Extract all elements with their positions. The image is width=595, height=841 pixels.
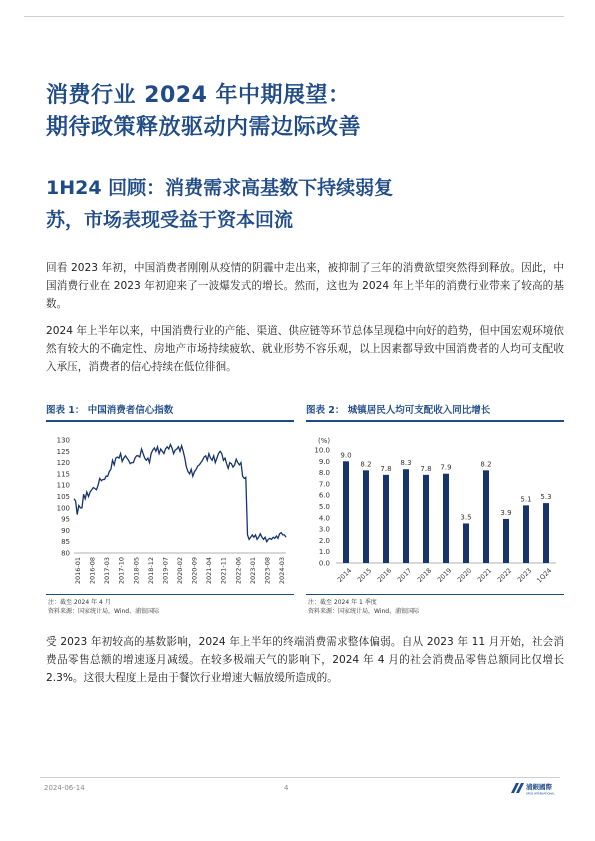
logo-text: 浦銀國際 — [526, 783, 552, 791]
page-number: 4 — [284, 784, 289, 792]
bar — [483, 470, 489, 563]
spdb-logo — [510, 780, 564, 796]
x-tick-label: 2022 — [495, 566, 514, 584]
x-tick-label: 2017-10 — [117, 557, 126, 585]
bar — [363, 470, 369, 563]
paragraph-2: 2024 年上半年以来，中国消费行业的产能、渠道、供应链等环节总体呈现稳中向好的趋势，但中国宏观环境依然有较大的不确定性、房地产市场持续疲软、就业形势不容乐观，以上因素都导致中国消费者的人均可支配收入承压，消费者的信心持续在低位徘徊。 — [46, 325, 564, 373]
y-tick-label: 2.0 — [318, 536, 330, 545]
y-tick-label: 130 — [56, 436, 70, 445]
section-title-line-2: 苏，市场表现受益于资本回流 — [46, 209, 294, 231]
x-tick-label: 2017-03 — [103, 557, 112, 585]
data-label: 8.2 — [360, 460, 372, 469]
x-tick-label: 2020-02 — [176, 557, 184, 585]
figure2-top-rule — [306, 420, 564, 422]
confidence-index-line — [74, 445, 286, 542]
bar — [543, 503, 549, 563]
top-rule — [24, 16, 564, 17]
x-tick-label: 2016-08 — [88, 557, 97, 585]
bar — [403, 469, 409, 563]
urban-income-growth-bar-chart — [306, 428, 564, 594]
x-tick-label: 2018-05 — [132, 557, 141, 585]
y-tick-label: 85 — [61, 538, 70, 547]
section-title-line-1: 1H24 回顾：消费需求高基数下持续弱复 — [46, 177, 394, 199]
data-label: 9.0 — [340, 451, 352, 460]
figure1-bottom-rule — [46, 594, 294, 595]
bar — [383, 475, 389, 563]
y-tick-label: 4.0 — [318, 514, 330, 523]
bar — [463, 523, 469, 563]
title-line-2: 期待政策释放驱动内需边际改善 — [46, 115, 362, 140]
y-tick-label: 1.0 — [318, 548, 330, 557]
figure2-note: 注：截至 2024 年 1 季度 — [308, 599, 377, 606]
consumer-confidence-line-chart — [46, 428, 294, 594]
x-tick-label: 2021-11 — [219, 557, 228, 585]
y-tick-label: 125 — [56, 447, 70, 456]
data-label: 3.5 — [460, 513, 472, 522]
x-tick-label: 2018 — [415, 566, 434, 584]
paragraph-3: 受 2023 年初较高的基数影响，2024 年上半年的终端消费需求整体偏弱。自从 2023 年 11 月开始，社会消费品零售总额的增速逐月减缓。在较多极端天气的影响下，2024 年 4 月的社会消费品零售总额同比仅增长 2.3%。这很大程度上是由于餐饮行业增速大幅放缓所造成的。 — [46, 636, 564, 684]
y-tick-label: 3.0 — [318, 525, 330, 534]
x-tick-label: 2016 — [375, 566, 394, 584]
figure1-top-rule — [46, 420, 294, 422]
data-label: 5.1 — [520, 495, 532, 504]
y-tick-label: 90 — [61, 526, 70, 535]
x-tick-label: 2016-01 — [74, 557, 82, 585]
bar — [423, 475, 429, 563]
figure1-title: 图表 1： 中国消费者信心指数 — [46, 405, 174, 416]
y-tick-label: 10.0 — [314, 446, 330, 455]
x-tick-label: 2020 — [455, 566, 474, 584]
data-label: 8.3 — [400, 459, 412, 468]
data-label: 7.9 — [440, 463, 452, 472]
x-tick-label: 2021-04 — [205, 557, 214, 585]
x-tick-label: 2023-08 — [263, 557, 272, 585]
figure2-bottom-rule — [306, 594, 564, 595]
x-tick-label: 2020-09 — [190, 557, 199, 585]
bar — [443, 474, 449, 563]
logo-subtext: SPDB INTERNATIONAL — [526, 792, 555, 796]
data-label: 7.8 — [420, 464, 432, 473]
bar — [523, 505, 529, 563]
y-axis-label: (%) — [318, 437, 331, 445]
figure1-source: 资料来源：国家统计局，Wind，浦银国际 — [48, 608, 160, 615]
x-tick-label: 2014 — [335, 566, 354, 584]
title-line-1: 消费行业 2024 年中期展望： — [46, 83, 351, 108]
y-tick-label: 7.0 — [318, 480, 330, 489]
y-tick-label: 100 — [56, 504, 70, 513]
x-tick-label: 2021 — [475, 566, 494, 584]
y-tick-label: 80 — [61, 549, 70, 558]
bar — [343, 461, 349, 563]
y-tick-label: 5.0 — [318, 503, 330, 511]
x-tick-label: 2022-06 — [234, 557, 243, 585]
x-tick-label: 2019-07 — [161, 557, 170, 585]
y-tick-label: 115 — [56, 470, 70, 479]
y-tick-label: 105 — [56, 493, 70, 501]
y-tick-label: 120 — [56, 459, 70, 468]
y-tick-label: 0.0 — [318, 559, 330, 568]
x-tick-label: 2018-12 — [146, 557, 155, 585]
y-tick-label: 9.0 — [318, 457, 330, 466]
x-tick-label: 2023-01 — [248, 557, 257, 585]
x-tick-label: 2015 — [355, 566, 374, 584]
figure2-title: 图表 2： 城镇居民人均可支配收入同比增长 — [306, 405, 491, 416]
page-title — [46, 80, 566, 144]
data-label: 5.3 — [540, 493, 552, 502]
figure2-source: 资料来源：国家统计局，Wind，浦银国际 — [308, 608, 420, 615]
y-tick-label: 8.0 — [318, 469, 330, 478]
spdb-logo-mark-icon — [511, 783, 524, 793]
x-tick-label: 2017 — [395, 566, 414, 584]
data-label: 8.2 — [480, 460, 492, 469]
paragraph-1: 回看 2023 年初，中国消费者刚刚从疫情的阴霾中走出来，被抑制了三年的消费欲望突然得到释放。因此，中国消费行业在 2023 年初迎来了一波爆发式的增长。然而，这也为 2024 年上半年的消费行业带来了较高的基数。 — [46, 262, 564, 310]
x-tick-label: 1Q24 — [535, 566, 554, 585]
x-tick-label: 2023 — [515, 566, 534, 584]
x-tick-label: 2024-03 — [278, 557, 286, 585]
footer-rule — [40, 777, 560, 778]
x-tick-label: 2019 — [435, 566, 454, 584]
section-title — [46, 172, 566, 236]
data-label: 7.8 — [380, 464, 392, 473]
data-label: 3.9 — [500, 508, 512, 517]
footer-date: 2024-06-14 — [44, 784, 85, 792]
bar — [503, 519, 509, 563]
y-tick-label: 95 — [61, 515, 70, 524]
figure1-note: 注：截至 2024 年 4 月 — [48, 599, 111, 606]
y-tick-label: 110 — [56, 481, 70, 490]
y-tick-label: 6.0 — [318, 491, 330, 500]
